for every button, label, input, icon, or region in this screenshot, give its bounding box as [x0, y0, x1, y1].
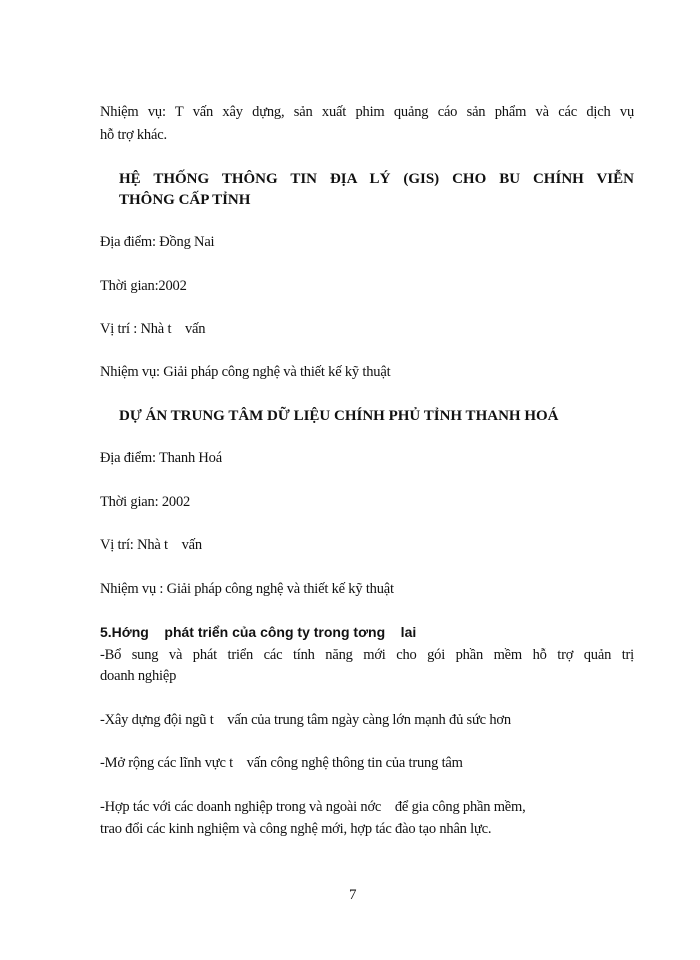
project-thanhhoa-role: Vị trí: Nhà t vấn	[100, 537, 202, 553]
future-item-1-line-1: -Bổ sung và phát triển các tính năng mới cho gói phần mềm hỗ trợ quản trị	[100, 647, 634, 663]
future-item-2: -Xây dựng đội ngũ t vấn của trung tâm ngày càng lớn mạnh đủ sức hơn	[100, 712, 511, 728]
project-gis-location: Địa điểm: Đồng Nai	[100, 234, 215, 250]
future-item-3: -Mở rộng các lĩnh vực t vấn công nghệ thông tin của trung tâm	[100, 755, 463, 771]
project-gis-title-line-1: HỆ THỐNG THÔNG TIN ĐỊA LÝ (GIS) CHO BU CHÍNH VIỄN	[119, 171, 634, 187]
project-gis-time: Thời gian:2002	[100, 278, 187, 294]
intro-line-2: hỗ trợ khác.	[100, 127, 167, 143]
project-thanhhoa-title: DỰ ÁN TRUNG TÂM DỮ LIỆU CHÍNH PHỦ TỈNH THANH HOÁ	[119, 408, 559, 424]
future-item-4-line-2: trao đổi các kinh nghiệm và công nghệ mới, hợp tác đào tạo nhân lực.	[100, 821, 492, 837]
page-number: 7	[349, 887, 357, 903]
project-thanhhoa-location: Địa điểm: Thanh Hoá	[100, 450, 222, 466]
future-item-4-line-1: -Hợp tác với các doanh nghiệp trong và ngoài nớc để gia công phần mềm,	[100, 799, 526, 815]
project-gis-role: Vị trí : Nhà t vấn	[100, 321, 206, 337]
project-gis-title-line-2: THÔNG CẤP TỈNH	[119, 192, 251, 208]
project-thanhhoa-task: Nhiệm vụ : Giải pháp công nghệ và thiết kế kỹ thuật	[100, 581, 394, 597]
future-section-title: 5.Hớng phát triển của công ty trong tơng lai	[100, 624, 417, 640]
intro-line-1: Nhiệm vụ: T vấn xây dựng, sản xuất phim quảng cáo sản phẩm và các dịch vụ	[100, 104, 634, 120]
project-gis-task: Nhiệm vụ: Giải pháp công nghệ và thiết kế kỹ thuật	[100, 364, 391, 380]
project-thanhhoa-time: Thời gian: 2002	[100, 494, 191, 510]
future-item-1-line-2: doanh nghiệp	[100, 668, 177, 684]
